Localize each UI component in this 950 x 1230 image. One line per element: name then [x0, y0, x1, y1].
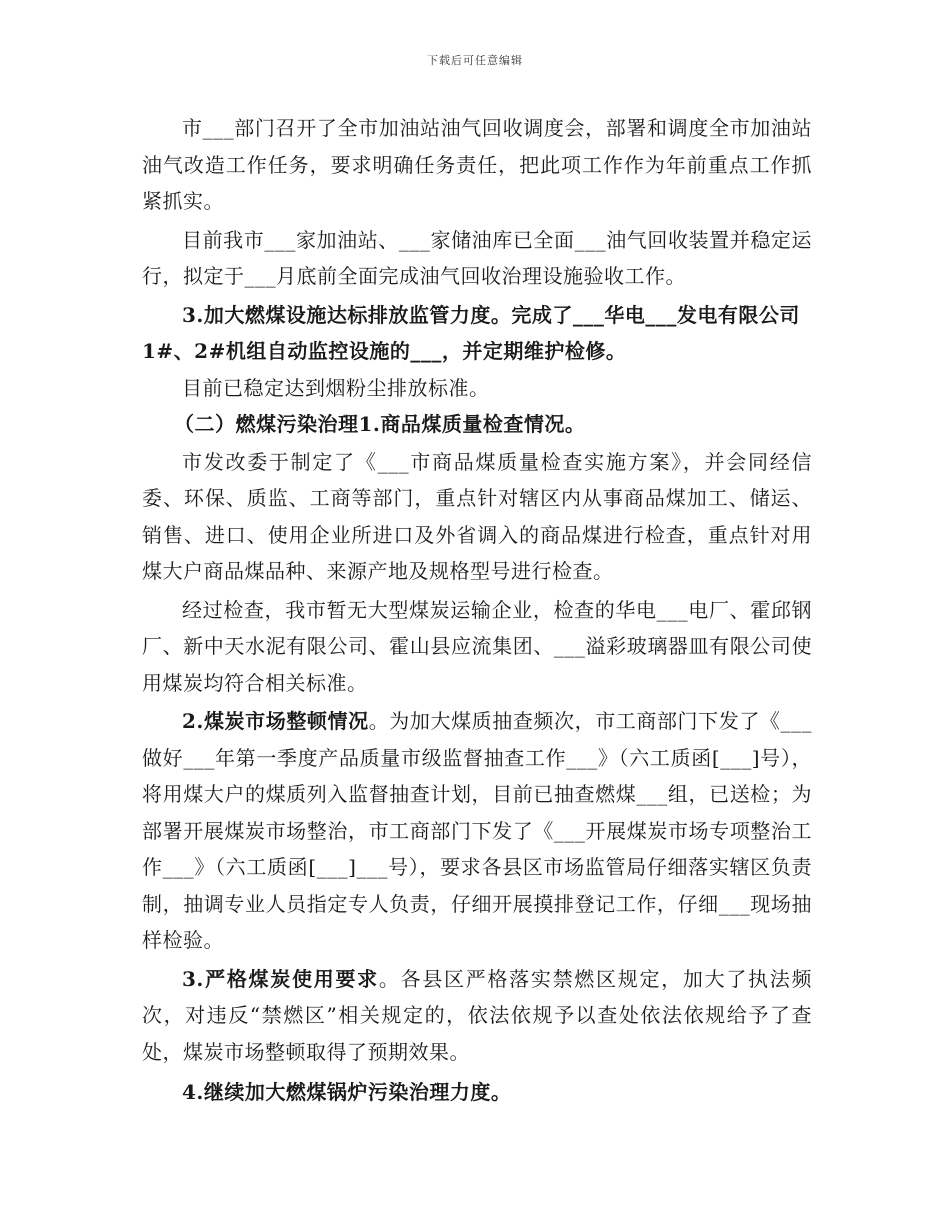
subsection-heading: 2.煤炭市场整顿情况 — [182, 709, 369, 733]
paragraph-body: 。各县区严格落实禁燃区规定，加大了执法频次，对违反“禁燃区”相关规定的，依法依规予以查处依法依规给予了查处，煤炭市场整顿取得了预期效果。 — [142, 966, 812, 1064]
page-header: 下载后可任意编辑 — [427, 54, 523, 67]
paragraph: 市___部门召开了全市加油站油气回收调度会，部署和调度全市加油站油气改造工作任务，要求明确任务责任，把此项工作作为年前重点工作抓紧抓实。 — [142, 116, 812, 213]
section-heading: （二）燃煤污染治理1.商品煤质量检查情况。 — [174, 412, 586, 436]
subsection-heading: 3.严格煤炭使用要求 — [182, 966, 379, 991]
paragraph: 市发改委于制定了《___市商品煤质量检查实施方案》，并会同经信委、环保、质监、工商等部门，重点针对辖区内从事商品煤加工、储运、销售、进口、使用企业所进口及外省调入的商品煤进行检查，重点针对用煤大户商品煤品种、来源产地及规格型号进行检查。 — [142, 449, 812, 583]
paragraph: 目前我市___家加油站、___家储油库已全面___油气回收装置并稳定运行，拟定于___月底前全面完成油气回收治理设施验收工作。 — [142, 227, 812, 288]
section-heading: 4.继续加大燃煤锅炉污染治理力度。 — [182, 1080, 512, 1104]
document-body — [142, 110, 812, 1111]
paragraph: 经过检查，我市暂无大型煤炭运输企业，检查的华电___电厂、霍邱钢厂、新中天水泥有限公司、霍山县应流集团、___溢彩玻璃器皿有限公司使用煤炭均符合相关标准。 — [142, 597, 812, 695]
paragraph-body: 。为加大煤质抽查频次，市工商部门下发了《___做好___年第一季度产品质量市级监督抽查工作___》（六工质函[___]号），将用煤大户的煤质列入监督抽查计划，目前已抽查燃煤___组，已送检；为部署开展煤炭市场整治，市工商部门下发了《___开展煤炭市场专项整治工作___》（六工质函[___]___号），要求各县区市场监管局仔细落实辖区负责制，抽调专业人员指定专人负责，仔细开展摸排登记工作，仔细___现场抽样检验。 — [142, 709, 813, 952]
paragraph — [142, 703, 812, 959]
section-heading: 3.加大燃煤设施达标排放监管力度。完成了___华电___发电有限公司1#、2#机组自动监控设施的___，并定期维护检修。 — [142, 302, 800, 363]
paragraph: 目前已稳定达到烟粉尘排放标准。 — [182, 375, 490, 400]
paragraph — [142, 961, 812, 1071]
